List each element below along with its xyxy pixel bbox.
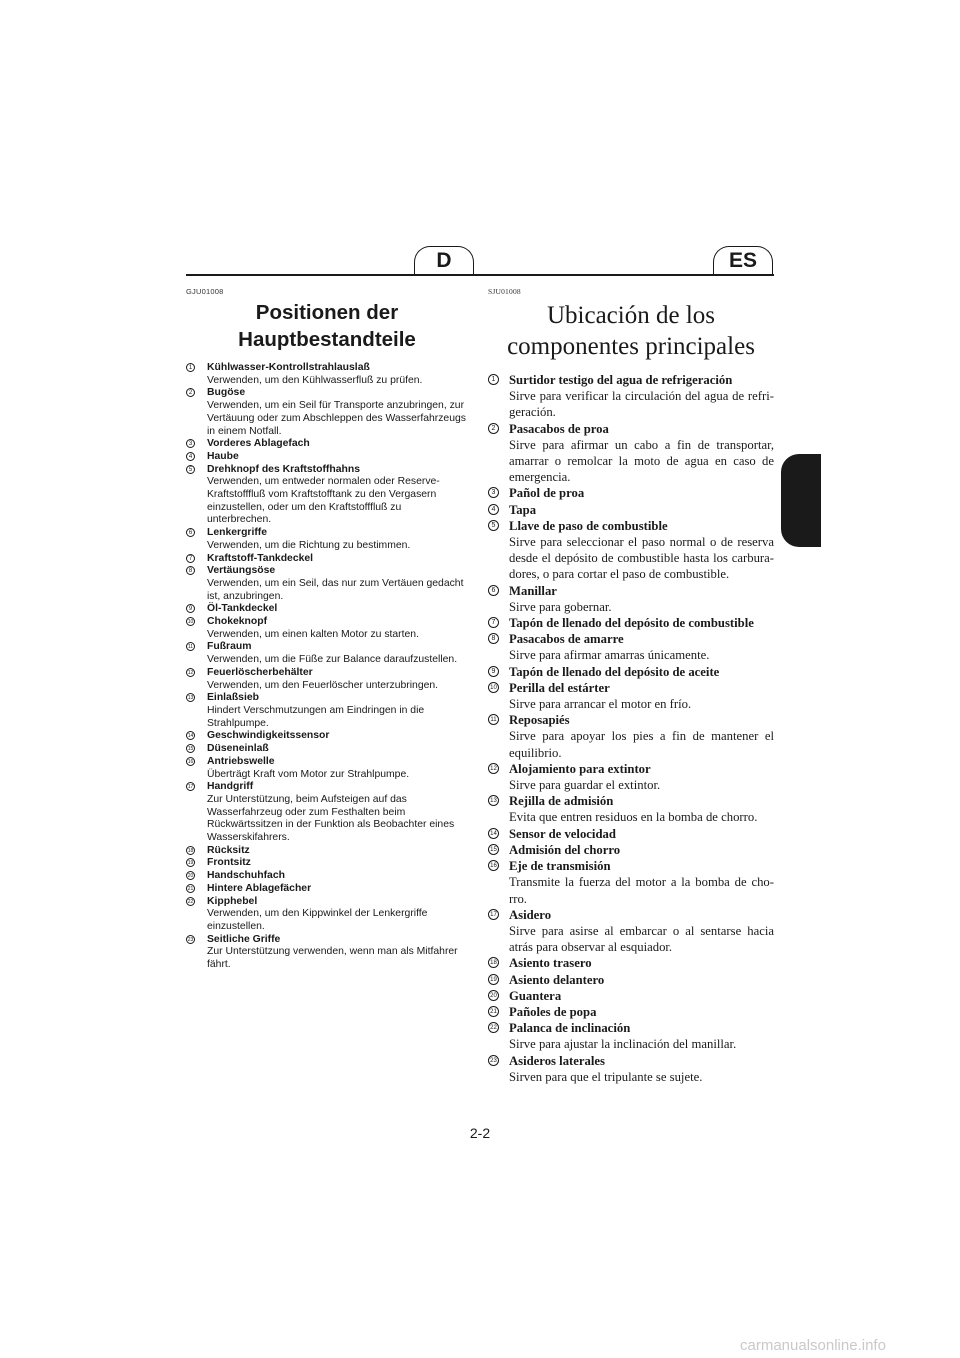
item-description: Transmite la fuerza del motor a la bomba de cho-rro. [509,875,774,906]
section-title [488,300,774,362]
item-number-badge: 21 [488,1006,499,1017]
item-label: Chokeknopf [207,616,268,628]
list-item [488,680,774,712]
item-number-badge: 14 [187,733,194,740]
item-description: Zur Unterstützung verwenden, wenn man als Mitfahrer fährt. [207,946,458,971]
item-description: Sirve para afirmar amarras únicamente. [509,648,710,663]
list-item [488,842,774,858]
item-number-badge: 23 [187,936,194,943]
item-number-badge: 19 [187,860,194,867]
item-number-badge: 15 [187,746,194,753]
list-item [488,907,774,956]
item-label: Einlaßsieb [207,692,259,704]
item-description: Überträgt Kraft vom Motor zur Strahlpumpe. [207,768,410,780]
list-item [186,553,468,566]
item-label: Pasacabos de proa [509,421,609,436]
item-number-badge: 6 [186,528,195,537]
item-number-badge: 17 [488,909,499,920]
list-item [488,485,774,501]
item-number-badge: 11 [488,714,499,725]
item-number-badge: 7 [186,554,195,563]
list-item [488,712,774,761]
list-item [186,934,468,972]
item-number-badge: 19 [488,974,499,985]
section-code: GJU01008 [186,287,224,296]
list-item [488,826,774,842]
item-label: Kühlwasser-Kontrollstrahlauslaß [207,362,370,373]
item-number-badge: 16 [488,860,499,871]
item-label: Asideros laterales [509,1053,605,1068]
item-number-badge: 15 [488,844,499,855]
item-description: Verwenden, um entweder normalen oder Reserve-Kraftstofffluß vom Kraftstofftank zu den Vergasern einzustellen, oder um den Kraftstofffluß zu unterbrechen. [207,476,440,526]
list-item [488,1020,774,1052]
list-item [186,451,468,464]
header-rule [186,274,774,276]
item-number-badge: 1 [488,374,499,385]
language-badge-d: D [414,246,474,274]
item-number-badge: 10 [488,682,499,693]
list-item [186,743,468,756]
item-number-badge: 8 [488,633,499,644]
component-list [186,362,468,972]
item-label: Haube [207,450,239,462]
item-description: Sirve para apoyar los pies a fin de mantener el equilibrio. [509,729,774,760]
item-label: Lenkergriffe [207,527,268,539]
list-item [186,781,468,845]
item-number-badge: 3 [488,487,499,498]
item-number-badge: 21 [187,885,194,892]
list-item [186,870,468,883]
list-item [488,421,774,486]
list-item [488,583,774,615]
list-item [186,527,468,552]
list-item [488,988,774,1004]
list-item [186,641,468,666]
list-item [186,730,468,743]
item-description: Verwenden, um den Feuerlöscher unterzubringen. [207,679,439,691]
spanish-column [488,287,774,1085]
list-item [186,387,468,438]
item-description: Sirve para verificar la circulación del agua de refri-geración. [509,389,774,420]
title-line-1: Positionen der [255,301,399,324]
list-item [488,664,774,680]
item-label: Pañol de proa [509,486,585,501]
item-label: Manillar [509,583,557,598]
item-number-badge: 22 [187,898,194,905]
item-number-badge: 14 [488,828,499,839]
item-label: Reposapiés [509,713,570,728]
list-item [186,692,468,730]
item-number-badge: 9 [186,604,195,613]
item-description: Verwenden, um die Füße zur Balance daraufzustellen. [207,654,458,666]
item-label: Hintere Ablagefächer [207,882,312,894]
item-label: Pañoles de popa [509,1004,597,1019]
item-description: Verwenden, um ein Seil für Transporte anzubringen, zur Vertäuung oder zum Abschleppen des Wasserfahrzeugs in einem Notfall. [207,400,466,437]
item-number-badge: 5 [186,465,195,474]
item-description: Evita que entren residuos en la bomba de chorro. [509,810,758,825]
item-number-badge: 7 [488,617,499,628]
list-item [488,972,774,988]
item-description: Sirve para seleccionar el paso normal o de reserva desde el depósito de combustible hasta los carbura-dores, o para cortar el paso de combustible. [509,535,774,582]
item-number-badge: 2 [186,388,195,397]
item-label: Llave de paso de combustible [509,518,668,533]
item-number-badge: 11 [187,644,194,651]
list-item [186,603,468,616]
list-item [186,883,468,896]
item-label: Eje de transmisión [509,859,611,874]
component-list [488,372,774,1085]
section-code: SJU01008 [488,287,521,296]
item-description: Sirve para asirse al embarcar o al sentarse hacia atrás para observar al esquiador. [509,923,774,955]
list-item [186,667,468,692]
list-item [186,845,468,858]
title-line-1: Ubicación de los [546,302,715,329]
german-column [186,287,468,972]
list-item [488,793,774,825]
item-label: Guantera [509,988,562,1003]
item-label: Perilla del estárter [509,680,610,695]
item-description: Sirve para guardar el extintor. [509,778,661,793]
item-description: Verwenden, um ein Seil, das nur zum Vertäuen gedacht ist, anzubringen. [207,577,464,602]
item-number-badge: 6 [488,585,499,596]
item-label: Surtidor testigo del agua de refrigeración [509,373,733,387]
item-number-badge: 17 [187,784,194,791]
list-item [488,955,774,971]
item-number-badge: 16 [187,758,194,765]
item-description: Zur Unterstützung, beim Aufsteigen auf das Wasserfahrzeug oder zum Festhalten beim Rückwärtssitzen in der Funktion als Beobachter eines Wasserskifahrers. [207,793,455,844]
item-label: Feuerlöscherbehälter [207,666,313,678]
watermark: carmanualsonline.info [740,1337,886,1354]
item-label: Antriebswelle [207,755,275,767]
section-title [186,299,468,353]
item-label: Vorderes Ablagefach [207,438,310,450]
item-label: Asidero [509,907,552,922]
list-item [488,518,774,583]
list-item [186,362,468,387]
item-number-badge: 5 [488,520,499,531]
item-number-badge: 12 [488,763,499,774]
item-description: Verwenden, um den Kühlwasserfluß zu prüfen. [207,374,423,386]
list-item [488,1053,774,1085]
item-label: Öl-Tankdeckel [207,603,278,615]
list-item [186,464,468,528]
item-number-badge: 1 [186,363,195,372]
item-description: Verwenden, um die Richtung zu bestimmen. [207,539,411,551]
item-label: Kipphebel [207,895,258,907]
list-item [488,761,774,793]
item-label: Handschuhfach [207,870,285,882]
list-item [186,896,468,934]
item-label: Alojamiento para extintor [509,761,651,776]
item-label: Vertäungsöse [207,565,276,577]
item-description: Verwenden, um den Kippwinkel der Lenkergriffe einzustellen. [207,908,428,932]
item-label: Handgriff [207,781,254,793]
item-label: Seitliche Griffe [207,933,281,945]
item-label: Rücksitz [207,844,250,856]
item-label: Düseneinlaß [207,743,269,755]
list-item [488,615,774,631]
item-label: Frontsitz [207,857,251,869]
item-number-badge: 20 [187,873,194,880]
page-number: 2-2 [469,1125,491,1141]
item-description: Sirve para arrancar el motor en frío. [509,697,692,712]
list-item [488,858,774,907]
item-number-badge: 9 [488,666,499,677]
item-label: Kraftstoff-Tankdeckel [207,552,314,564]
item-label: Pasacabos de amarre [509,632,624,647]
item-label: Asiento trasero [509,956,592,971]
item-number-badge: 22 [488,1022,499,1033]
item-number-badge: 12 [187,669,194,676]
list-item [488,631,774,663]
item-number-badge: 10 [187,619,194,626]
item-number-badge: 3 [186,439,195,448]
item-description: Sirve para afirmar un cabo a fin de transportar, amarrar o remolcar la moto de agua en caso de emergencia. [509,437,774,485]
list-item [186,756,468,781]
item-description: Sirve para ajustar la inclinación del manillar. [509,1037,737,1052]
list-item [186,857,468,870]
item-label: Tapón de llenado del depósito de aceite [509,664,720,679]
list-item [186,565,468,603]
item-number-badge: 4 [186,452,195,461]
list-item [186,438,468,451]
item-number-badge: 20 [488,990,499,1001]
item-label: Drehknopf des Kraftstoffhahns [207,463,360,475]
item-number-badge: 4 [488,504,499,515]
item-number-badge: 18 [488,957,499,968]
title-line-2: componentes principales [507,333,755,360]
item-label: Fußraum [207,641,252,653]
item-description: Sirven para que el tripulante se sujete. [509,1069,703,1084]
item-label: Geschwindigkeitssensor [207,730,330,742]
list-item [488,502,774,518]
item-label: Tapón de llenado del depósito de combustible [509,616,754,631]
chapter-tab [781,454,821,547]
item-description: Verwenden, um einen kalten Motor zu starten. [207,628,419,640]
item-label: Admisión del chorro [509,842,621,857]
item-label: Sensor de velocidad [509,826,616,841]
item-label: Bugöse [207,387,246,399]
language-badge-es: ES [713,246,773,274]
item-number-badge: 8 [186,566,195,575]
list-item [488,1004,774,1020]
item-number-badge: 13 [488,795,499,806]
item-number-badge: 23 [488,1055,499,1066]
item-description: Sirve para gobernar. [509,599,612,614]
list-item [488,372,774,421]
item-description: Hindert Verschmutzungen am Eindringen in die Strahlpumpe. [207,704,425,729]
item-number-badge: 18 [187,847,194,854]
title-line-2: Hauptbestandteile [238,328,416,351]
item-label: Rejilla de admisión [509,794,614,809]
item-label: Palanca de inclinación [509,1021,631,1036]
list-item [186,616,468,641]
item-number-badge: 2 [488,423,499,434]
item-label: Tapa [509,502,537,517]
item-number-badge: 13 [187,695,194,702]
item-label: Asiento delantero [509,972,605,987]
